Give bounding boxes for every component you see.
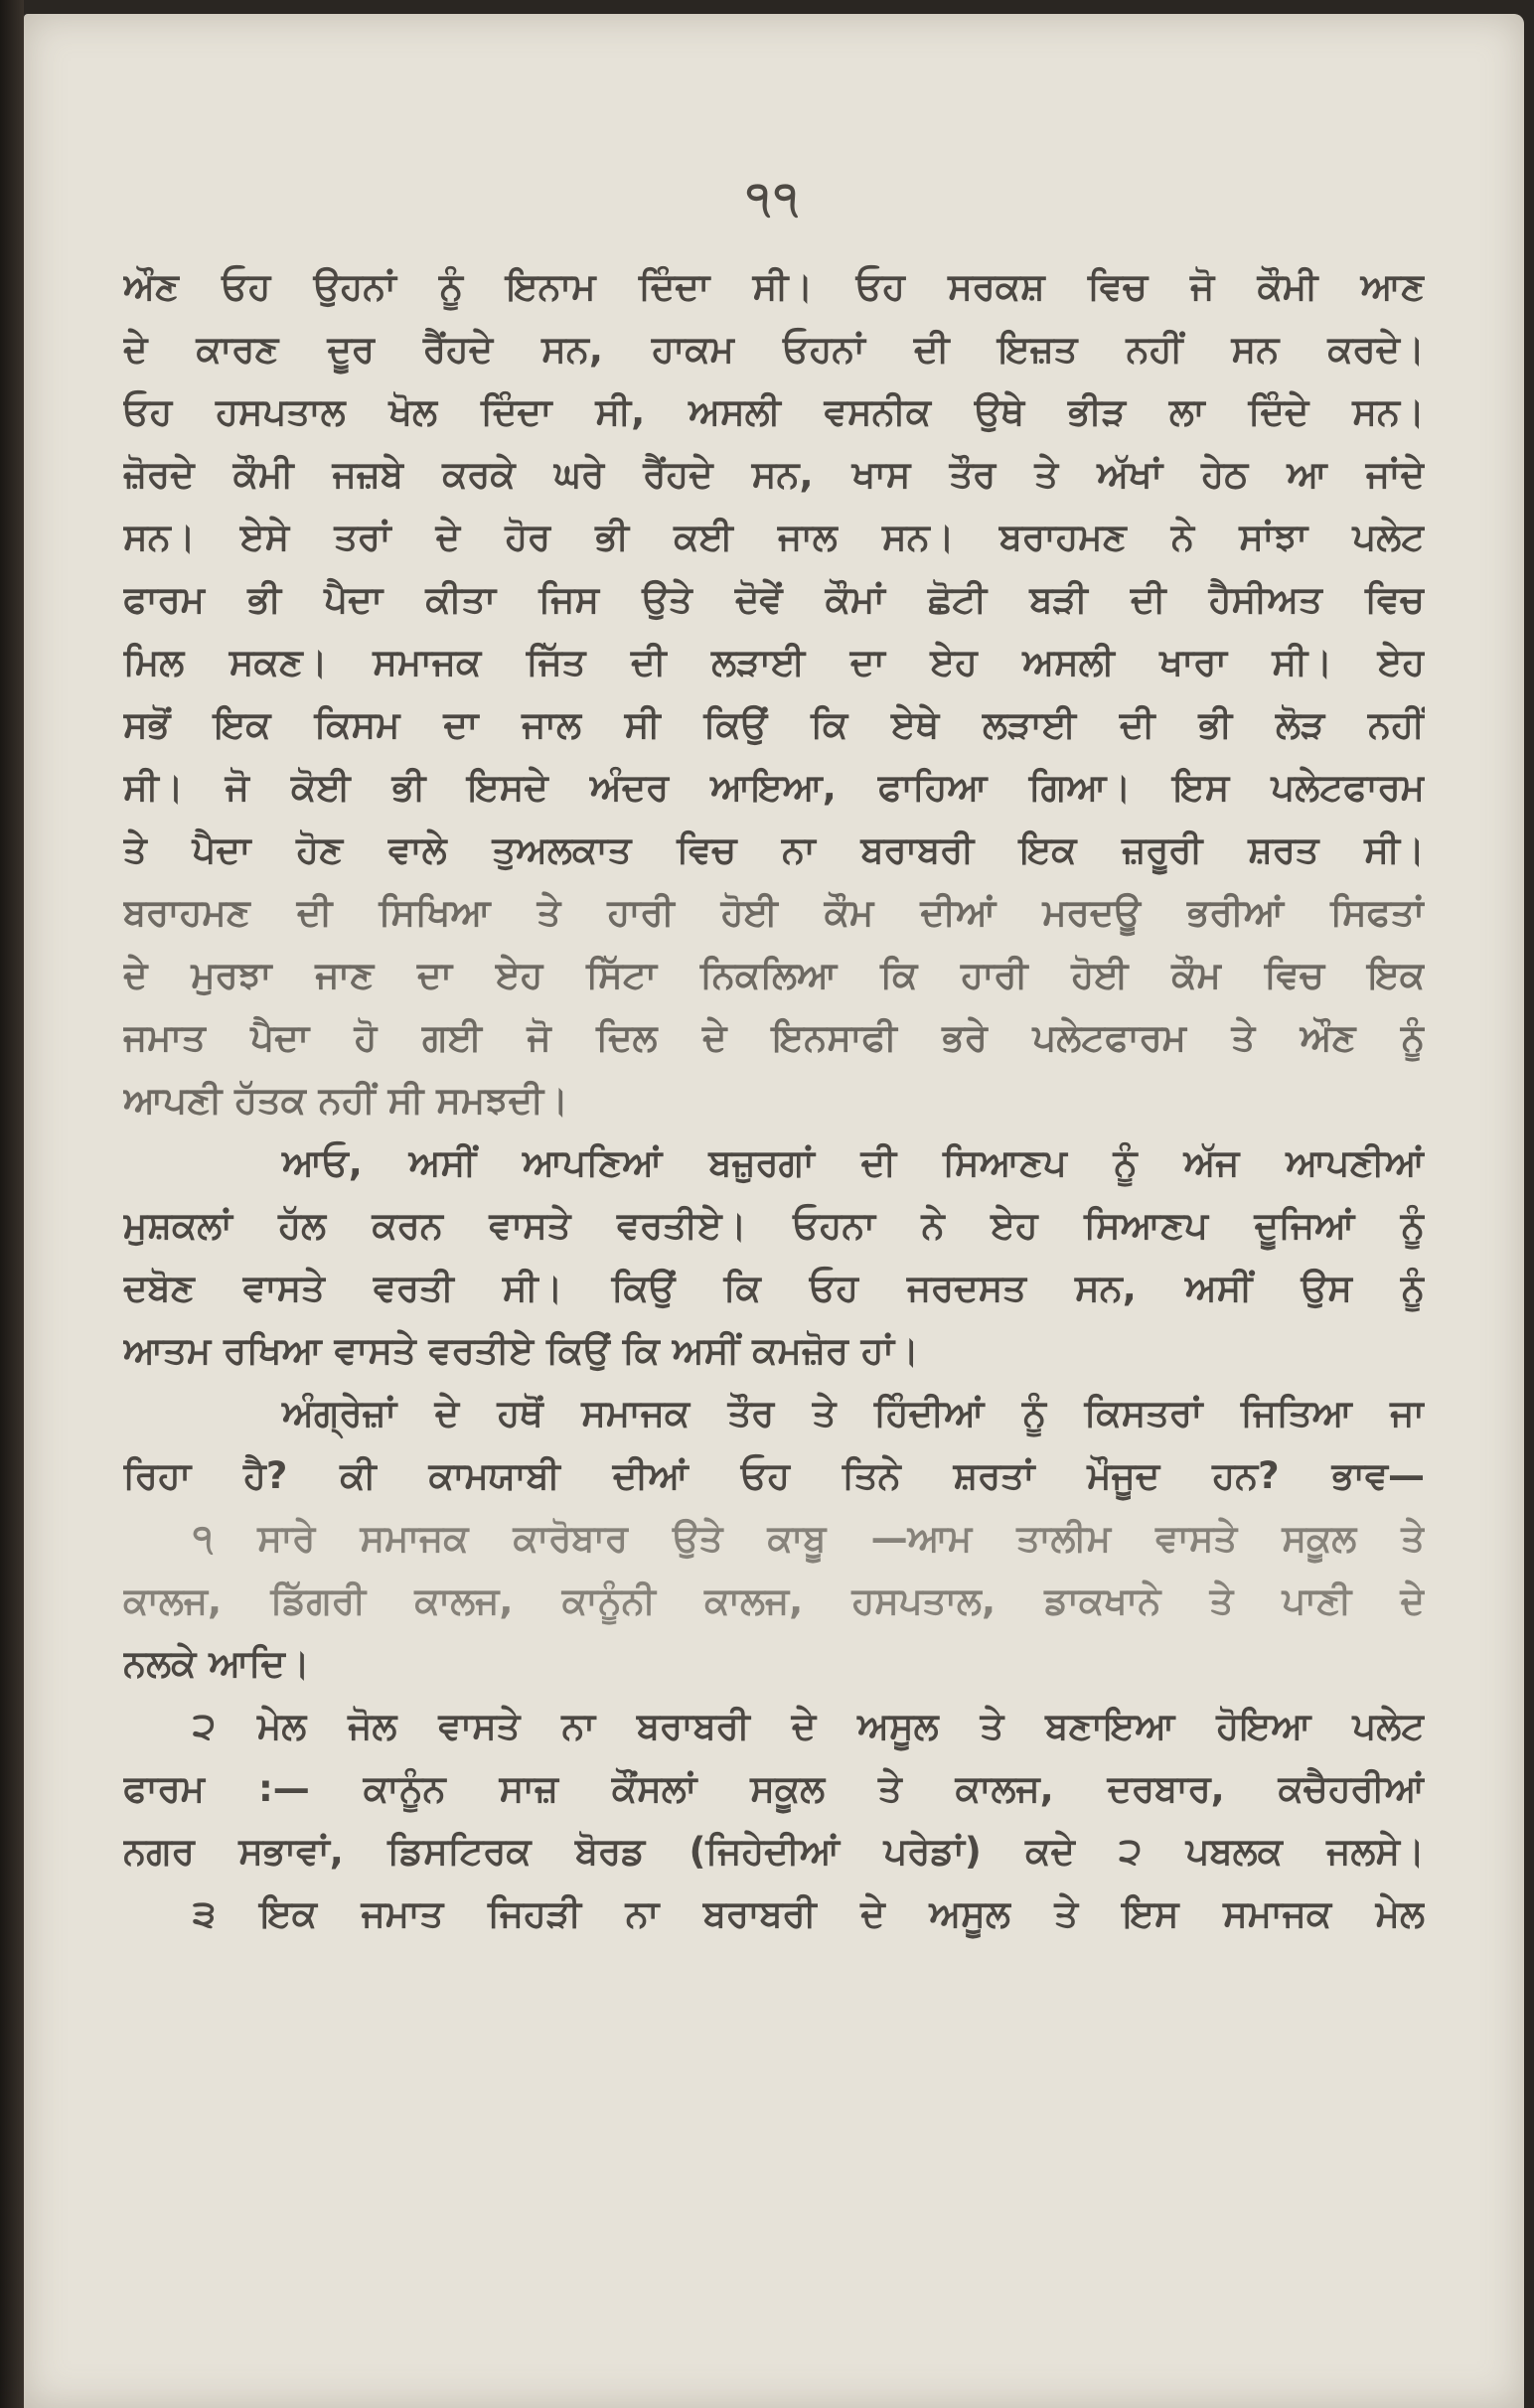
text-line: ਆਓ, ਅਸੀਂ ਆਪਣਿਆਂ ਬਜ਼ੁਰਗਾਂ ਦੀ ਸਿਆਣਪ ਨੂੰ ਅੱਜ ਆਪਣੀਆਂ: [282, 1141, 1425, 1184]
text-line: ਔਣ ਓਹ ਉਹਨਾਂ ਨੂੰ ਇਨਾਮ ਦਿੰਦਾ ਸੀ। ਓਹ ਸਰਕਸ਼ ਵਿਚ ਜੋ ਕੌਮੀ ਆਣ: [123, 265, 1425, 308]
text-line: ਮੁਸ਼ਕਲਾਂ ਹੱਲ ਕਰਨ ਵਾਸਤੇ ਵਰਤੀਏ। ਓਹਨਾ ਨੇ ਏਹ ਸਿਆਣਪ ਦੂਜਿਆਂ ਨੂੰ: [123, 1204, 1425, 1247]
text-line: ਫਾਰਮ :— ਕਾਨੂੰਨ ਸਾਜ਼ ਕੌਂਸਲਾਂ ਸਕੂਲ ਤੇ ਕਾਲਜ, ਦਰਬਾਰ, ਕਚੈਹਰੀਆਂ: [123, 1767, 1425, 1810]
text-line: ਆਤਮ ਰਖਿਆ ਵਾਸਤੇ ਵਰਤੀਏ ਕਿਉਂ ਕਿ ਅਸੀਂ ਕਮਜ਼ੋਰ ਹਾਂ।: [123, 1329, 919, 1372]
text-line: ਦਬੋਣ ਵਾਸਤੇ ਵਰਤੀ ਸੀ। ਕਿਉਂ ਕਿ ਓਹ ਜਰਦਸਤ ਸਨ, ਅਸੀਂ ਉਸ ਨੂੰ: [123, 1267, 1425, 1309]
text-line: ਆਪਣੀ ਹੱਤਕ ਨਹੀਂ ਸੀ ਸਮਝਦੀ।: [123, 1079, 569, 1122]
text-line: ਮਿਲ ਸਕਣ। ਸਮਾਜਕ ਜਿੱਤ ਦੀ ਲੜਾਈ ਦਾ ਏਹ ਅਸਲੀ ਖਾਰਾ ਸੀ। ਏਹ: [123, 641, 1425, 683]
text-line: ਜਮਾਤ ਪੈਦਾ ਹੋ ਗਈ ਜੋ ਦਿਲ ਦੇ ਇਨਸਾਫੀ ਭਰੇ ਪਲੇਟਫਾਰਮ ਤੇ ਔਣ ਨੂੰ: [123, 1016, 1425, 1059]
text-line: ਦੇ ਕਾਰਣ ਦੂਰ ਰੈਂਹਦੇ ਸਨ, ਹਾਕਮ ਓਹਨਾਂ ਦੀ ਇਜ਼ਤ ਨਹੀਂ ਸਨ ਕਰਦੇ।: [123, 328, 1425, 371]
text-line: ਓਹ ਹਸਪਤਾਲ ਖੋਲ ਦਿੰਦਾ ਸੀ, ਅਸਲੀ ਵਸਨੀਕ ਉਥੇ ਭੀੜ ਲਾ ਦਿੰਦੇ ਸਨ।: [123, 390, 1425, 433]
text-line: ਨਗਰ ਸਭਾਵਾਂ, ਡਿਸਟਿਰਕ ਬੋਰਡ (ਜਿਹੇਦੀਆਂ ਪਰੇਡਾਂ) ਕਦੇ ੨ ਪਬਲਕ ਜਲਸੇ।: [123, 1830, 1425, 1873]
page-body-text: [123, 255, 1425, 1945]
text-line: ਸਨ। ਏਸੇ ਤਰਾਂ ਦੇ ਹੋਰ ਭੀ ਕਈ ਜਾਲ ਸਨ। ਬਰਾਹਮਣ ਨੇ ਸਾਂਝਾ ਪਲੇਟ: [123, 516, 1425, 558]
list-item: ੧ ਸਾਰੇ ਸਮਾਜਕ ਕਾਰੋਬਾਰ ਉਤੇ ਕਾਬੂ —ਆਮ ਤਾਲੀਮ ਵਾਸਤੇ ਸਕੂਲ ਤੇ: [193, 1517, 1425, 1560]
list-item: ੨ ਮੇਲ ਜੋਲ ਵਾਸਤੇ ਨਾ ਬਰਾਬਰੀ ਦੇ ਅਸੂਲ ਤੇ ਬਣਾਇਆ ਹੋਇਆ ਪਲੇਟ: [193, 1705, 1425, 1747]
text-line: ਜ਼ੋਰਦੇ ਕੌਮੀ ਜਜ਼ਬੇ ਕਰਕੇ ਘਰੇ ਰੈਂਹਦੇ ਸਨ, ਖਾਸ ਤੌਰ ਤੇ ਅੱਖਾਂ ਹੇਠ ਆ ਜਾਂਦੇ: [123, 453, 1425, 496]
text-line: ਰਿਹਾ ਹੈ? ਕੀ ਕਾਮਯਾਬੀ ਦੀਆਂ ਓਹ ਤਿਨੇ ਸ਼ਰਤਾਂ ਮੌਜੂਦ ਹਨ? ਭਾਵ—: [123, 1454, 1425, 1497]
text-line: ਬਰਾਹਮਣ ਦੀ ਸਿਖਿਆ ਤੇ ਹਾਰੀ ਹੋਈ ਕੌਮ ਦੀਆਂ ਮਰਦਊ ਭਰੀਆਂ ਸਿਫਤਾਂ: [123, 891, 1425, 934]
text-line: ਕਾਲਜ, ਡਿੱਗਰੀ ਕਾਲਜ, ਕਾਨੂੰਨੀ ਕਾਲਜ, ਹਸਪਤਾਲ, ਡਾਕਖਾਨੇ ਤੇ ਪਾਣੀ ਦੇ: [123, 1580, 1425, 1622]
text-line: ਸਭੋਂ ਇਕ ਕਿਸਮ ਦਾ ਜਾਲ ਸੀ ਕਿਉਂ ਕਿ ਏਥੇ ਲੜਾਈ ਦੀ ਭੀ ਲੋੜ ਨਹੀਂ: [123, 703, 1425, 746]
book-page: [24, 14, 1524, 2408]
book-binding-edge: [0, 0, 24, 2408]
text-line: ਦੇ ਮੁਰਝਾ ਜਾਣ ਦਾ ਏਹ ਸਿੱਟਾ ਨਿਕਲਿਆ ਕਿ ਹਾਰੀ ਹੋਈ ਕੌਮ ਵਿਚ ਇਕ: [123, 954, 1425, 996]
text-line: ਸੀ। ਜੋ ਕੋਈ ਭੀ ਇਸਦੇ ਅੰਦਰ ਆਇਆ, ਫਾਹਿਆ ਗਿਆ। ਇਸ ਪਲੇਟਫਾਰਮ: [123, 766, 1425, 809]
text-line: ਤੇ ਪੈਦਾ ਹੋਣ ਵਾਲੇ ਤੁਅਲਕਾਤ ਵਿਚ ਨਾ ਬਰਾਬਰੀ ਇਕ ਜ਼ਰੂਰੀ ਸ਼ਰਤ ਸੀ।: [123, 828, 1425, 871]
page-number: ੧੧: [746, 173, 802, 224]
text-line: ਅੰਗ੍ਰੇਜ਼ਾਂ ਦੇ ਹਥੋਂ ਸਮਾਜਕ ਤੌਰ ਤੇ ਹਿੰਦੀਆਂ ਨੂੰ ਕਿਸਤਰਾਂ ਜਿਤਿਆ ਜਾ: [282, 1392, 1425, 1434]
text-line: ਨਲਕੇ ਆਦਿ।: [123, 1642, 310, 1685]
list-item: ੩ ਇਕ ਜਮਾਤ ਜਿਹੜੀ ਨਾ ਬਰਾਬਰੀ ਦੇ ਅਸੂਲ ਤੇ ਇਸ ਸਮਾਜਕ ਮੇਲ: [193, 1892, 1425, 1935]
text-line: ਫਾਰਮ ਭੀ ਪੈਦਾ ਕੀਤਾ ਜਿਸ ਉਤੇ ਦੋਵੇਂ ਕੌਮਾਂ ਛੋਟੀ ਬੜੀ ਦੀ ਹੈਸੀਅਤ ਵਿਚ: [123, 578, 1425, 621]
